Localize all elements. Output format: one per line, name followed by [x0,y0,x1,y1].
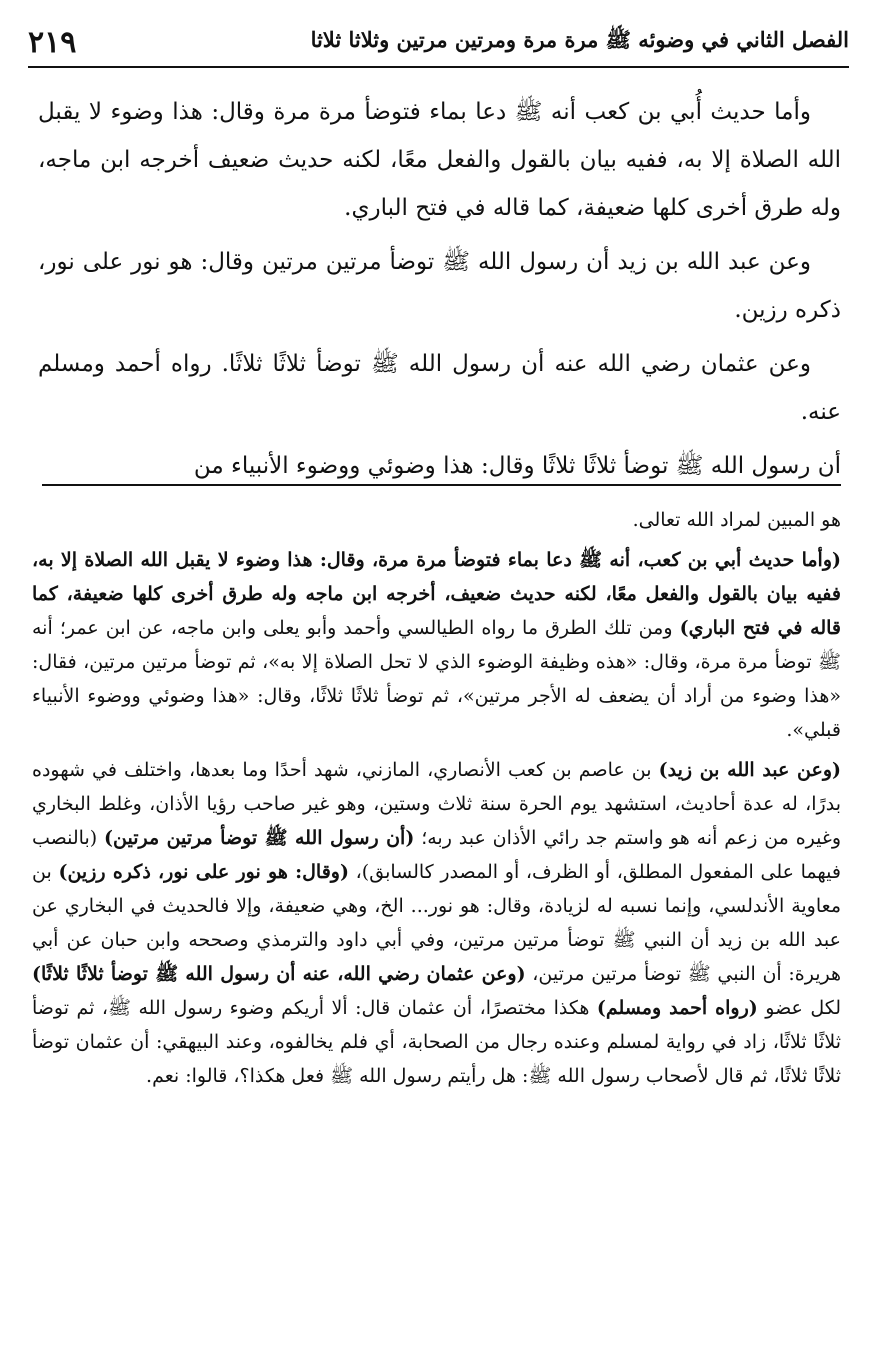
page-number: ٢١٩ [28,24,77,60]
commentary-text: ومن تلك الطرق ما رواه الطيالسي وأحمد وأبو يعلى وابن ماجه، عن ابن عمر؛ أنه ﷺ توضأ مرة مرة، وقال: «هذه وظيفة الوضوء الذي لا تحل الصلاة إلا به»، ثم توضأ مرتين مرتين، فقال: «هذا وضوء من أراد أن يضعف له الأجر مرتين»، ثم توضأ ثلاثًا ثلاثًا، وقال: «هذا وضوئي ووضوء الأنبياء قبلي». [32,617,841,741]
commentary [32,503,841,1099]
commentary-quote: (وقال: هو نور على نور، ذكره رزين) [58,861,349,883]
commentary-paragraph-1 [32,543,841,747]
commentary-text: (بالنصب فيهما على المفعول المطلق، أو الظرف، أو المصدر كالسابق)، [32,827,841,883]
commentary-quote: (رواه أحمد ومسلم) [596,997,758,1019]
commentary-quote: (وأما حديث أبي بن كعب، أنه ﷺ دعا بماء فتوضأ مرة مرة، وقال: هذا وضوء لا يقبل الله الصلاة إلا به، ففيه بيان بالقول والفعل معًا، لكنه حديث ضعيف، أخرجه ابن ماجه وله طرق أخرى كلها ضعيفة، كما قاله في فتح الباري) [32,549,841,639]
chapter-title: الفصل الثاني في وضوئه ﷺ مرة مرة ومرتين مرتين وثلاثا ثلاثا [310,26,849,52]
commentary-text: بن عاصم بن كعب الأنصاري، المازني، شهد أحدًا وما بعدها، واختلف في شهوده بدرًا، له عدة أحاديث، استشهد يوم الحرة سنة ثلاث وستين، وهو غير صاحب رؤيا الأذان، وغلط البخاري وغيره من زعم أنه هو واستم جد رائي الأذان عبد ربه؛ [32,759,841,849]
commentary-quote: (وعن عبد الله بن زيد) [658,759,841,781]
main-paragraph-2: وعن عبد الله بن زيد أن رسول الله ﷺ توضأ مرتين مرتين وقال: هو نور على نور، ذكره رزين. [38,249,841,323]
commentary-quote: (وعن عثمان رضي الله، عنه أن رسول الله ﷺ توضأ ثلاثًا ثلاثًا) [32,963,526,985]
footnote-rule [42,484,841,486]
commentary-paragraph-2 [32,753,841,1093]
header-rule [28,66,849,68]
commentary-quote: (أن رسول الله ﷺ توضأ مرتين مرتين) [104,827,415,849]
commentary-text: بن معاوية الأندلسي، وإنما نسبه له لزيادة، وقال: هو نور... الخ، وهي ضعيفة، وإلا فالحديث في البخاري عن عبد الله بن زيد أن النبي ﷺ توضأ مرتين مرتين، وفي أبي داود والترمذي وصححه وابن حبان عن أبي هريرة: أن النبي ﷺ توضأ مرتين مرتين، [32,861,841,985]
commentary-text: لكل عضو [765,997,842,1019]
main-paragraph-1: وأما حديث أُبي بن كعب أنه ﷺ دعا بماء فتوضأ مرة مرة وقال: هذا وضوء لا يقبل الله الصلاة إلا به، ففيه بيان بالقول والفعل معًا، لكنه حديث ضعيف أخرجه ابن ماجه، وله طرق أخرى كلها ضعيفة، كما قاله في فتح الباري. [38,99,841,221]
main-text [38,88,841,496]
main-paragraph-4: أن رسول الله ﷺ توضأ ثلاثًا ثلاثًا وقال: هذا وضوئي ووضوء الأنبياء من [193,453,841,479]
commentary-line-0: هو المبين لمراد الله تعالى. [632,509,841,531]
commentary-text: هكذا مختصرًا، أن عثمان قال: ألا أريكم وضوء رسول الله ﷺ، ثم توضأ ثلاثًا ثلاثًا، زاد في رواية لمسلم وعنده رجال من الصحابة، أي فلم يخالفوه، وعند البيهقي: أن عثمان توضأ ثلاثًا ثلاثًا، ثم قال لأصحاب رسول الله ﷺ: هل رأيتم رسول الله ﷺ فعل هكذا؟، قالوا: نعم. [32,997,841,1087]
main-paragraph-3: وعن عثمان رضي الله عنه أن رسول الله ﷺ توضأ ثلاثًا ثلاثًا. رواه أحمد ومسلم عنه. [38,351,841,425]
running-header [28,22,849,62]
